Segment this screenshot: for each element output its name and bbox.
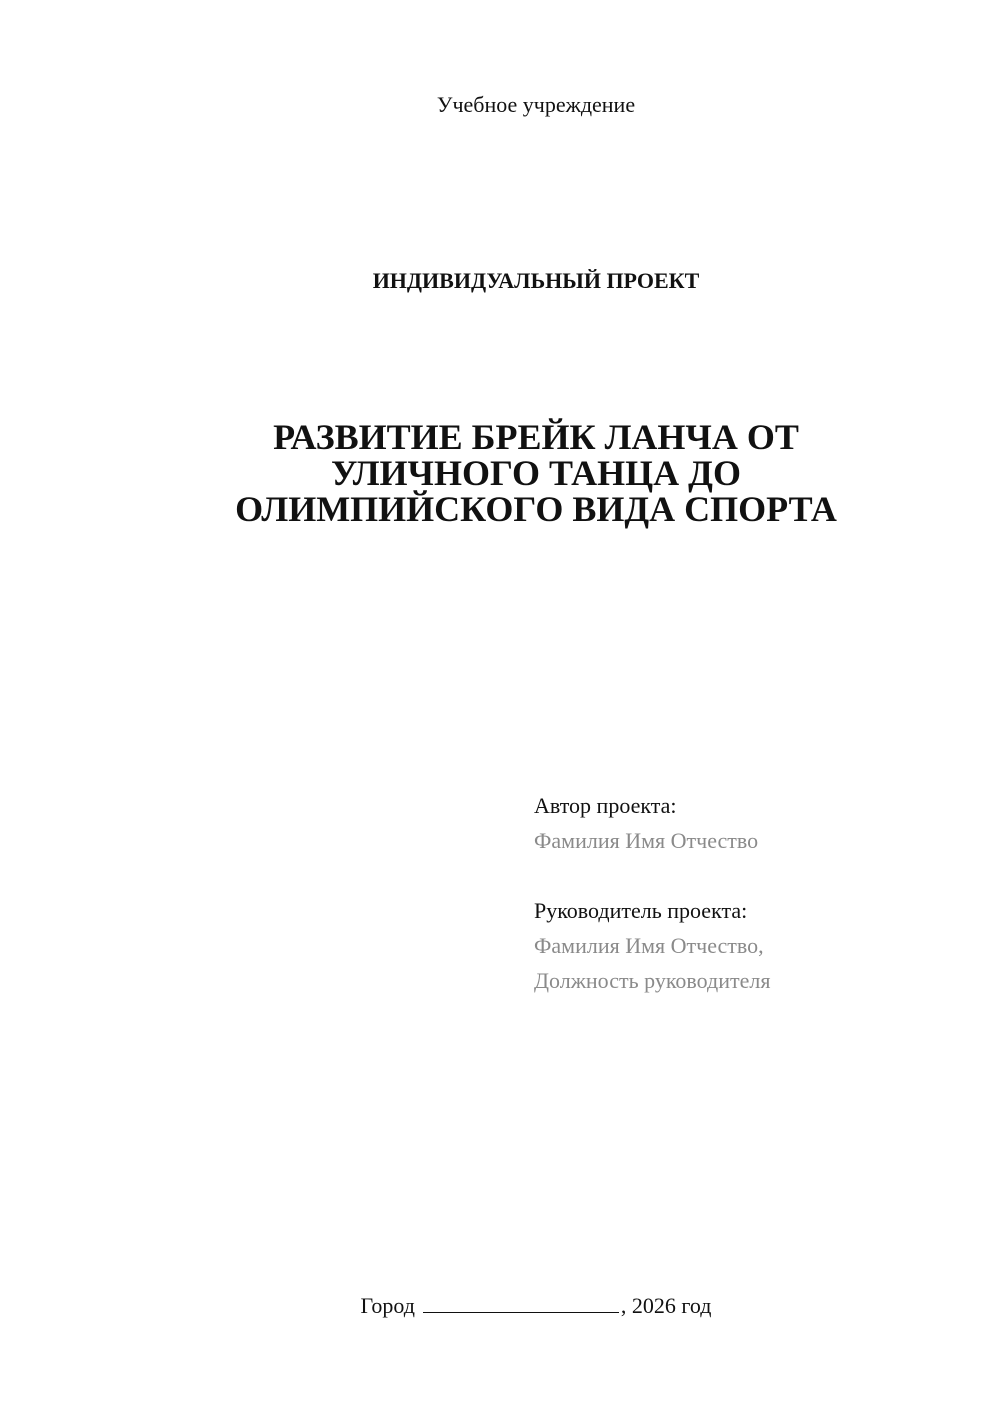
spacer bbox=[534, 858, 954, 893]
title-line: УЛИЧНОГО ТАНЦА ДО bbox=[331, 453, 741, 493]
city-year-line bbox=[0, 1290, 1000, 1321]
project-title bbox=[180, 419, 892, 527]
project-info-block bbox=[534, 788, 954, 998]
institution-name: Учебное учреждение bbox=[436, 92, 636, 117]
title-line: РАЗВИТИЕ БРЕЙК ЛАНЧА ОТ bbox=[273, 417, 799, 457]
city-blank-field bbox=[423, 1290, 619, 1313]
city-label: Город bbox=[360, 1293, 415, 1318]
author-name-placeholder: Фамилия Имя Отчество bbox=[534, 828, 759, 853]
supervisor-name-placeholder: Фамилия Имя Отчество, bbox=[534, 933, 764, 958]
year-text: , 2026 год bbox=[620, 1293, 712, 1318]
author-label: Автор проекта: bbox=[534, 793, 677, 818]
supervisor-label: Руководитель проекта: bbox=[534, 898, 748, 923]
title-line: ОЛИМПИЙСКОГО ВИДА СПОРТА bbox=[235, 489, 837, 529]
document-type: ИНДИВИДУАЛЬНЫЙ ПРОЕКТ bbox=[372, 268, 700, 293]
supervisor-position-placeholder: Должность руководителя bbox=[534, 968, 771, 993]
